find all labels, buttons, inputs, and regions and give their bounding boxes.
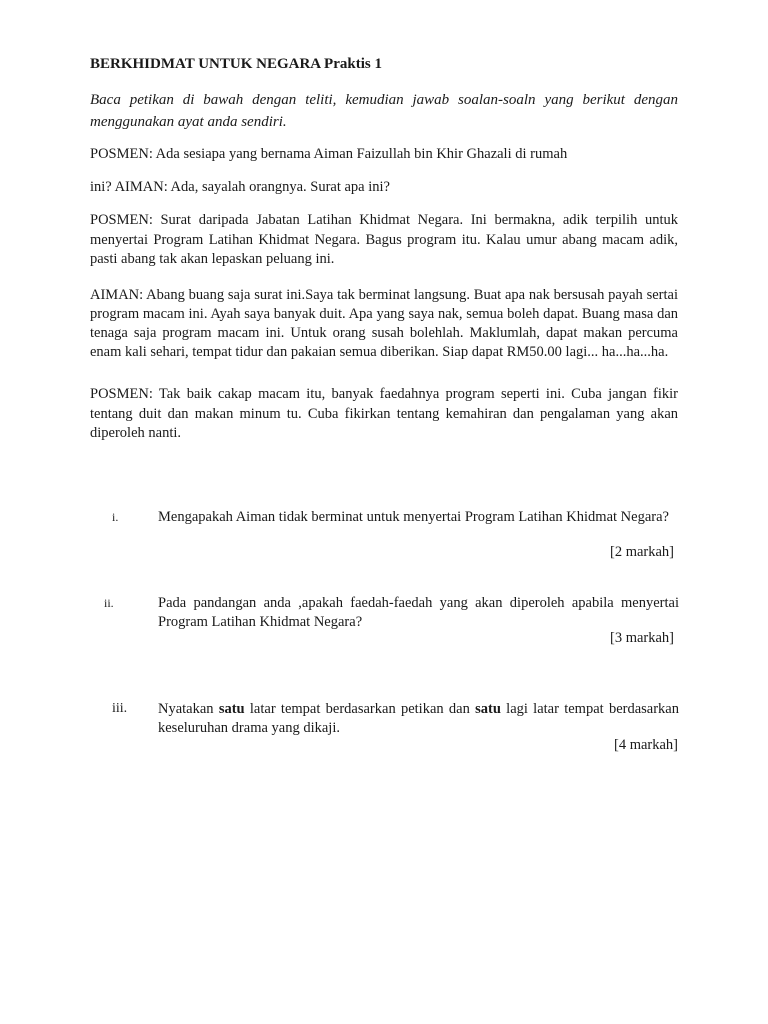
question-marks: [2 markah] bbox=[609, 544, 674, 560]
passage-paragraph: ini? AIMAN: Ada, sayalah orangnya. Surat apa ini? bbox=[90, 179, 390, 195]
question-text bbox=[158, 700, 679, 738]
emphasis-word: satu bbox=[475, 701, 501, 717]
question-text-part: latar tempat berdasarkan petikan dan bbox=[244, 701, 476, 717]
passage-paragraph: POSMEN: Ada sesiapa yang bernama Aiman Faizullah bin Khir Ghazali di rumah bbox=[90, 146, 568, 162]
question-text-part: Nyatakan bbox=[158, 701, 219, 717]
question-text: Mengapakah Aiman tidak berminat untuk menyertai Program Latihan Khidmat Negara? bbox=[158, 509, 669, 525]
passage-paragraph: POSMEN: Tak baik cakap macam itu, banyak faedahnya program seperti ini. Cuba jangan fikir tentang duit dan makan minum tu. Cuba fikirkan tentang kemahiran dan pengalaman yang akan diperoleh nanti. bbox=[90, 386, 678, 441]
question-text: Pada pandangan anda ,apakah faedah-faedah yang akan diperoleh apabila menyertai Program Latihan Khidmat Negara? bbox=[158, 595, 679, 630]
question-number: i. bbox=[112, 510, 119, 524]
question-text-part: lagi latar tempat berdasarkan keseluruhan drama yang dikaji. bbox=[158, 701, 679, 736]
question-marks: [4 markah] bbox=[613, 737, 678, 753]
passage-paragraph: POSMEN: Surat daripada Jabatan Latihan Khidmat Negara. Ini bermakna, adik terpilih untuk menyertai Program Latihan Khidmat Negara. Bagus program itu. Kalau umur abang macam adik, pasti abang tak akan lepaskan peluang ini. bbox=[90, 212, 678, 267]
question-marks: [3 markah] bbox=[609, 630, 674, 646]
question-number: iii. bbox=[112, 701, 128, 716]
passage-paragraph: AIMAN: Abang buang saja surat ini.Saya tak berminat langsung. Buat apa nak bersusah payah sertai program macam ini. Ayah saya banyak duit. Apa yang saya nak, semua boleh dapat. Buang masa dan tenaga saja program macam ini. Untuk orang susah bolehlah. Maklumlah, dapat makan percuma enam kali sehari, tempat tidur dan pakaian semua diberikan. Siap dapat RM50.00 lagi... ha...ha...ha. bbox=[90, 287, 678, 360]
emphasis-word: satu bbox=[218, 701, 245, 717]
instruction-text: Baca petikan di bawah dengan teliti, kemudian jawab soalan-soaln yang berikut dengan menggunakan ayat anda sendiri. bbox=[90, 92, 678, 130]
document-title: BERKHIDMAT UNTUK NEGARA Praktis 1 bbox=[90, 56, 382, 72]
question-number: ii. bbox=[104, 596, 114, 610]
